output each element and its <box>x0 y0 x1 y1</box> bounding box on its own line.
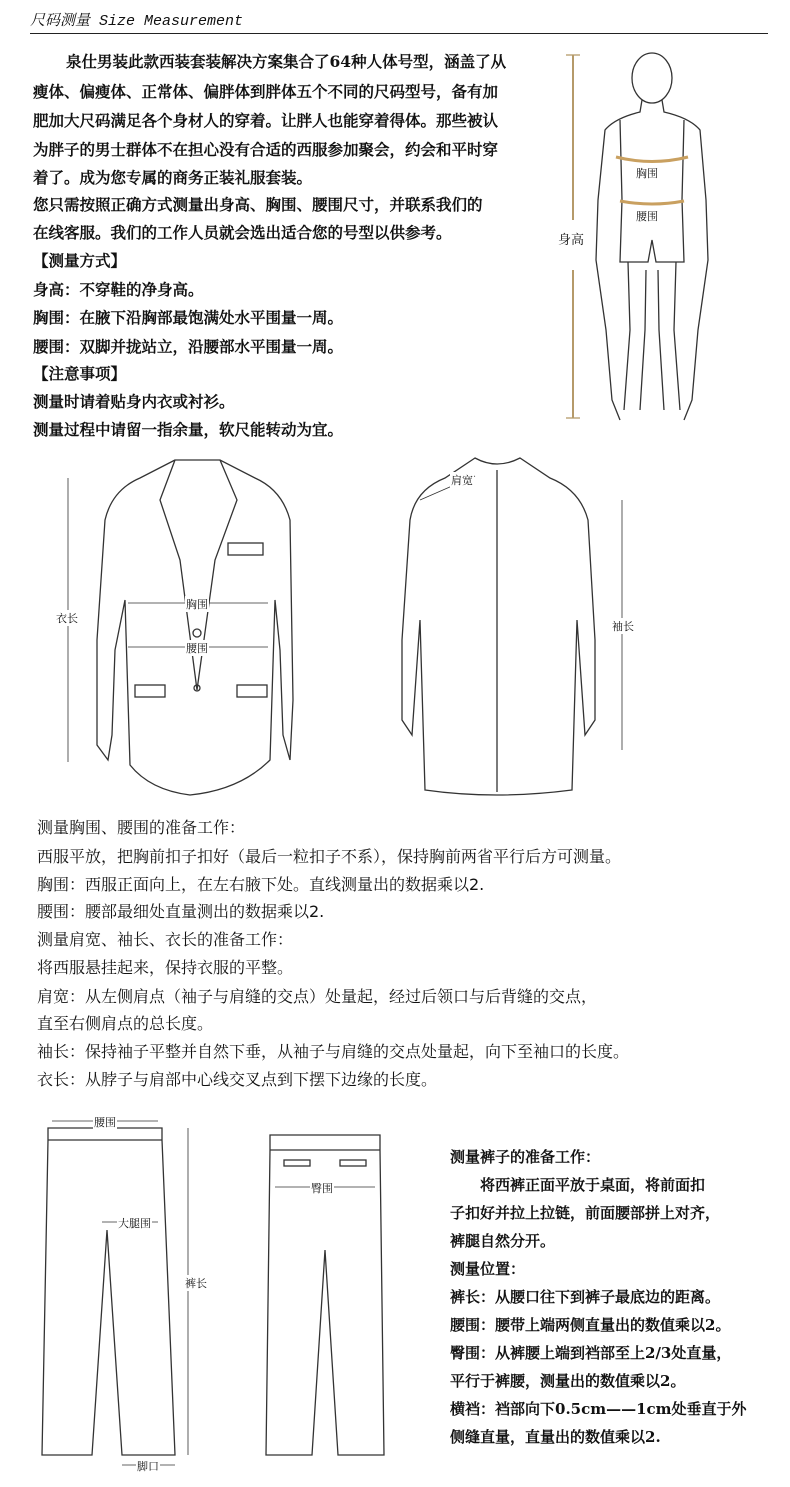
jacket-back-figure <box>402 458 622 795</box>
jacket-line: 袖长：保持袖子平整并自然下垂，从袖子与肩缝的交点处量起，向下至袖口的长度。 <box>37 1042 630 1061</box>
intro-line: 腰围：双脚并拢站立，沿腰部水平围量一周。 <box>33 337 344 356</box>
intro-line: 测量时请着贴身内衣或衬衫。 <box>33 392 235 411</box>
pants-line: 平行于裤腰，测量出的数值乘以2。 <box>450 1372 686 1390</box>
pants-line: 腰围：腰带上端两侧直量出的数值乘以2。 <box>450 1316 731 1334</box>
label-pants-waist: 腰围 <box>94 1116 116 1129</box>
label-sleeve: 袖长 <box>612 620 634 633</box>
pants-line: 裤腿自然分开。 <box>450 1232 556 1250</box>
label-jacket-length: 衣长 <box>56 612 78 625</box>
jacket-line: 测量胸围、腰围的准备工作： <box>37 818 246 837</box>
label-height: 身高 <box>557 229 585 248</box>
jacket-line: 胸围：西服正面向上，在左右腋下处。直线测量出的数据乘以2. <box>37 875 485 894</box>
intro-line: 泉仕男装此款西装套装解决方案集合了64种人体号型，涵盖了从 <box>66 52 507 71</box>
pants-line: 横裆：裆部向下0.5cm——1cm处垂直于外 <box>450 1400 747 1418</box>
jacket-front-figure <box>68 460 293 795</box>
jacket-line: 将西服悬挂起来，保持衣服的平整。 <box>37 958 294 977</box>
jacket-line: 西服平放，把胸前扣子扣好（最后一粒扣子不系），保持胸前两省平行后方可测量。 <box>37 847 622 866</box>
label-jacket-chest: 胸围 <box>186 598 208 611</box>
section-heading: 【测量方式】 <box>33 251 127 270</box>
intro-line: 测量过程中请留一指余量，软尺能转动为宜。 <box>33 420 344 439</box>
body-figure <box>566 53 708 420</box>
jacket-line: 衣长：从脖子与肩部中心线交叉点到下摆下边缘的长度。 <box>37 1070 438 1089</box>
intro-line: 在线客服。我们的工作人员就会选出适合您的号型以供参考。 <box>33 223 452 242</box>
page-title: 尺码测量 Size Measurement <box>30 13 244 30</box>
intro-line: 瘦体、偏瘦体、正常体、偏胖体到胖体五个不同的尺码型号，备有加 <box>33 82 499 101</box>
label-hip: 臀围 <box>311 1182 333 1195</box>
intro-line: 肥加大尺码满足各个身材人的穿着。让胖人也能穿着得体。那些被认 <box>33 111 499 130</box>
pants-line: 测量裤子的准备工作： <box>450 1148 601 1166</box>
section-heading: 【注意事项】 <box>33 364 127 383</box>
intro-line: 着了。成为您专属的商务正装礼服套装。 <box>33 168 313 187</box>
pants-line: 将西裤正面平放于桌面，将前面扣 <box>450 1176 706 1194</box>
pants-line: 子扣好并拉上拉链，前面腰部拼上对齐， <box>450 1204 721 1222</box>
label-chest: 胸围 <box>636 167 658 180</box>
pants-line: 侧缝直量，直量出的数值乘以2. <box>450 1428 661 1446</box>
intro-line: 为胖子的男士群体不在担心没有合适的西服参加聚会，约会和平时穿 <box>33 140 499 159</box>
label-thigh: 大腿围 <box>118 1217 151 1230</box>
jacket-line: 腰围：腰部最细处直量测出的数据乘以2. <box>37 902 325 921</box>
jacket-line: 肩宽：从左侧肩点（袖子与肩缝的交点）处量起，经过后领口与后背缝的交点， <box>37 987 598 1006</box>
jacket-line: 测量肩宽、袖长、衣长的准备工作： <box>37 930 294 949</box>
label-jacket-waist: 腰围 <box>186 642 208 655</box>
label-hem: 脚口 <box>137 1460 159 1473</box>
pants-line: 测量位置： <box>450 1260 526 1278</box>
label-shoulder: 肩宽 <box>451 474 473 487</box>
label-pants-length: 裤长 <box>185 1277 207 1290</box>
intro-line: 胸围：在腋下沿胸部最饱满处水平围量一周。 <box>33 308 344 327</box>
intro-line: 身高：不穿鞋的净身高。 <box>33 280 204 299</box>
pants-line: 臀围：从裤腰上端到裆部至上2/3处直量， <box>450 1344 732 1362</box>
pants-front-figure <box>42 1121 188 1465</box>
pants-line: 裤长：从腰口往下到裤子最底边的距离。 <box>450 1288 721 1306</box>
jacket-line: 直至右侧肩点的总长度。 <box>37 1014 214 1033</box>
label-waist: 腰围 <box>636 210 658 223</box>
intro-line: 您只需按照正确方式测量出身高、胸围、腰围尺寸，并联系我们的 <box>33 195 483 214</box>
